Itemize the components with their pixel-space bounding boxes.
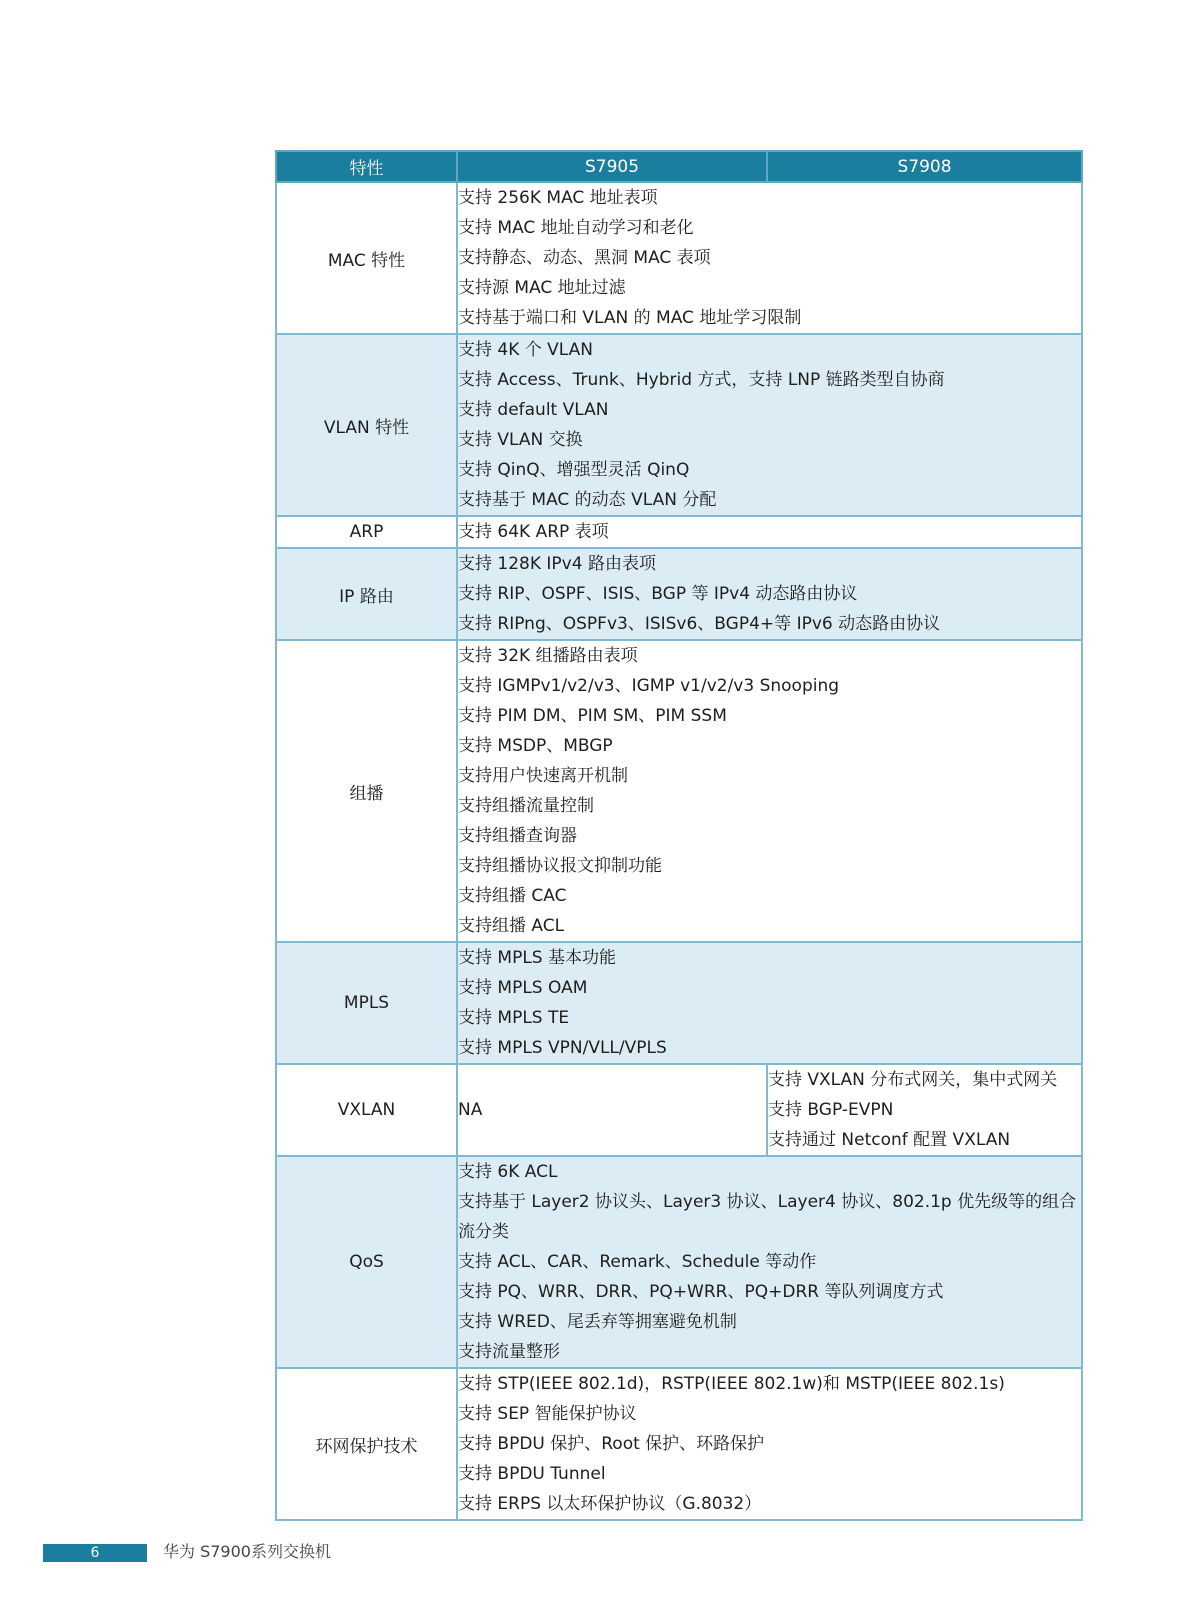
spec-table xyxy=(275,150,1083,1521)
spec-line: 支持组播流量控制 xyxy=(458,796,594,816)
spec-line: 支持 PIM DM、PIM SM、PIM SSM xyxy=(458,706,727,726)
spec-cell xyxy=(457,548,1082,640)
header-row xyxy=(276,151,1082,182)
spec-line: 支持 6K ACL xyxy=(458,1162,558,1182)
spec-line: 支持 STP(IEEE 802.1d)，RSTP(IEEE 802.1w)和 MSTP(IEEE 802.1s) xyxy=(458,1374,1005,1394)
spec-line: 支持 WRED、尾丢弃等拥塞避免机制 xyxy=(458,1312,737,1332)
spec-line: 支持基于 Layer2 协议头、Layer3 协议、Layer4 协议、802.1p 优先级等的组合流分类 xyxy=(458,1192,1077,1242)
spec-line: 支持源 MAC 地址过滤 xyxy=(458,278,626,298)
spec-line: NA xyxy=(458,1100,483,1120)
spec-cell xyxy=(457,516,1082,548)
feature-cell: MPLS xyxy=(276,942,457,1064)
feature-cell: 组播 xyxy=(276,640,457,942)
feature-cell: IP 路由 xyxy=(276,548,457,640)
spec-line: 支持 QinQ、增强型灵活 QinQ xyxy=(458,460,690,480)
spec-line: 支持 default VLAN xyxy=(458,400,609,420)
spec-cell xyxy=(457,182,1082,334)
spec-line: 支持用户快速离开机制 xyxy=(458,766,628,786)
header-feature: 特性 xyxy=(276,151,457,182)
page-number: 6 xyxy=(43,1544,147,1562)
spec-line: 支持基于 MAC 的动态 VLAN 分配 xyxy=(458,490,717,510)
table-row xyxy=(276,640,1082,942)
spec-line: 支持 Access、Trunk、Hybrid 方式，支持 LNP 链路类型自协商 xyxy=(458,370,945,390)
spec-cell xyxy=(457,640,1082,942)
spec-line: 支持组播查询器 xyxy=(458,826,577,846)
spec-line: 支持 4K 个 VLAN xyxy=(458,340,594,360)
spec-cell-s7905 xyxy=(457,1064,767,1156)
spec-cell-s7908 xyxy=(767,1064,1082,1156)
feature-cell: MAC 特性 xyxy=(276,182,457,334)
spec-line: 支持 MPLS VPN/VLL/VPLS xyxy=(458,1038,667,1058)
spec-cell xyxy=(457,334,1082,516)
spec-line: 支持 RIPng、OSPFv3、ISISv6、BGP4+等 IPv6 动态路由协议 xyxy=(458,614,941,634)
spec-line: 支持 256K MAC 地址表项 xyxy=(458,188,658,208)
table-row xyxy=(276,548,1082,640)
header-s7905: S7905 xyxy=(457,151,767,182)
spec-line: 支持 MSDP、MBGP xyxy=(458,736,613,756)
table-row xyxy=(276,1368,1082,1520)
feature-cell: VLAN 特性 xyxy=(276,334,457,516)
spec-line: 支持通过 Netconf 配置 VXLAN xyxy=(768,1130,1011,1150)
spec-line: 支持 32K 组播路由表项 xyxy=(458,646,638,666)
spec-line: 支持 BPDU 保护、Root 保护、环路保护 xyxy=(458,1434,765,1454)
spec-cell xyxy=(457,1156,1082,1368)
table-row xyxy=(276,182,1082,334)
spec-line: 支持 64K ARP 表项 xyxy=(458,522,609,542)
spec-line: 支持 ERPS 以太环保护协议（G.8032） xyxy=(458,1494,762,1514)
header-s7908: S7908 xyxy=(767,151,1082,182)
table-row xyxy=(276,334,1082,516)
spec-line: 支持静态、动态、黑洞 MAC 表项 xyxy=(458,248,711,268)
table-row xyxy=(276,1156,1082,1368)
spec-line: 支持 IGMPv1/v2/v3、IGMP v1/v2/v3 Snooping xyxy=(458,676,840,696)
spec-line: 支持 MPLS OAM xyxy=(458,978,588,998)
spec-line: 支持 BGP-EVPN xyxy=(768,1100,894,1120)
spec-cell xyxy=(457,1368,1082,1520)
spec-line: 支持 ACL、CAR、Remark、Schedule 等动作 xyxy=(458,1252,817,1272)
spec-line: 支持 BPDU Tunnel xyxy=(458,1464,606,1484)
spec-line: 支持组播 CAC xyxy=(458,886,567,906)
feature-cell: ARP xyxy=(276,516,457,548)
spec-line: 支持 SEP 智能保护协议 xyxy=(458,1404,637,1424)
table-row xyxy=(276,516,1082,548)
spec-line: 支持 RIP、OSPF、ISIS、BGP 等 IPv4 动态路由协议 xyxy=(458,584,858,604)
feature-cell: 环网保护技术 xyxy=(276,1368,457,1520)
spec-line: 支持组播协议报文抑制功能 xyxy=(458,856,662,876)
spec-line: 支持 VXLAN 分布式网关，集中式网关 xyxy=(768,1070,1058,1090)
spec-line: 支持 PQ、WRR、DRR、PQ+WRR、PQ+DRR 等队列调度方式 xyxy=(458,1282,944,1302)
spec-cell xyxy=(457,942,1082,1064)
table-header xyxy=(276,151,1082,182)
table-row xyxy=(276,1064,1082,1156)
spec-line: 支持 MPLS TE xyxy=(458,1008,570,1028)
spec-line: 支持 VLAN 交换 xyxy=(458,430,583,450)
spec-line: 支持 MAC 地址自动学习和老化 xyxy=(458,218,694,238)
feature-cell: VXLAN xyxy=(276,1064,457,1156)
spec-line: 支持流量整形 xyxy=(458,1342,560,1362)
table-body xyxy=(276,182,1082,1520)
spec-line: 支持基于端口和 VLAN 的 MAC 地址学习限制 xyxy=(458,308,802,328)
spec-line: 支持 MPLS 基本功能 xyxy=(458,948,616,968)
table-row xyxy=(276,942,1082,1064)
footer-title: 华为 S7900系列交换机 xyxy=(163,1542,331,1561)
spec-line: 支持 128K IPv4 路由表项 xyxy=(458,554,656,574)
feature-cell: QoS xyxy=(276,1156,457,1368)
spec-line: 支持组播 ACL xyxy=(458,916,565,936)
